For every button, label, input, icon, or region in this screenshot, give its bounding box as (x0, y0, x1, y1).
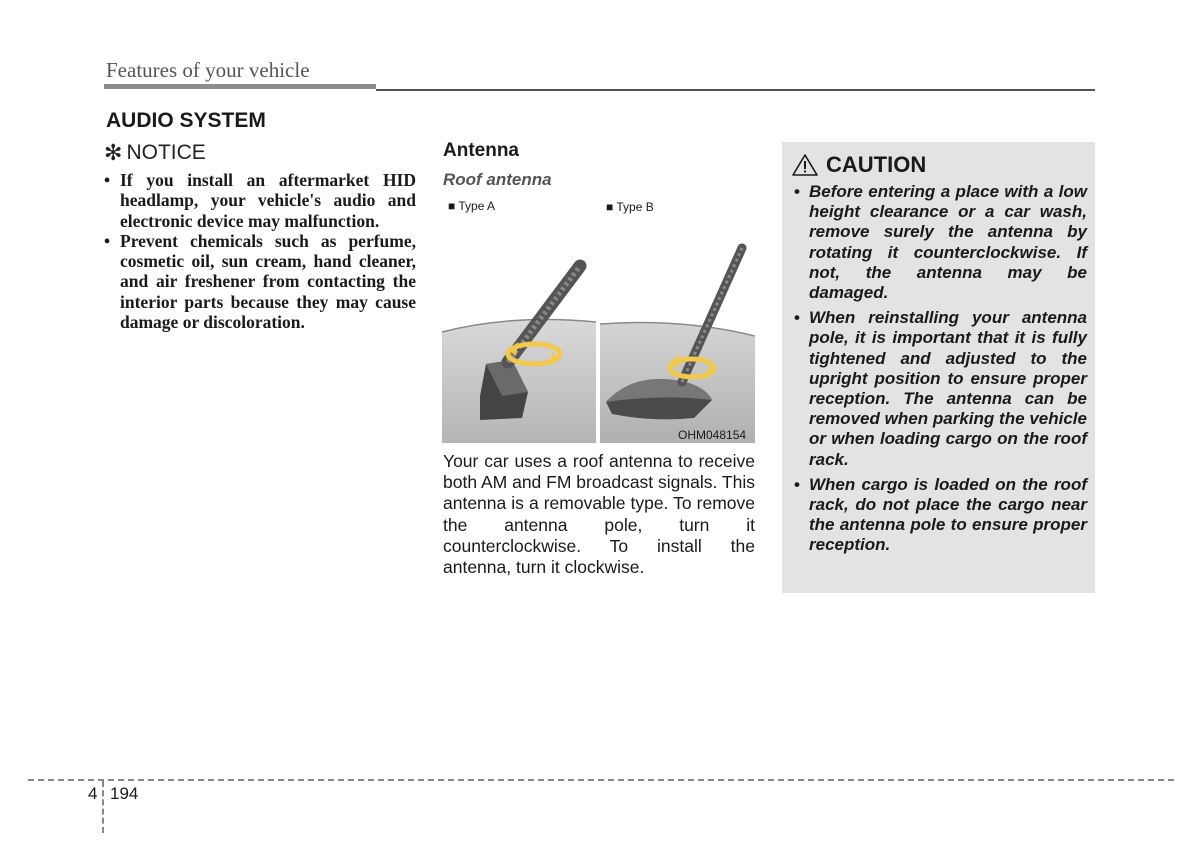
notice-heading-text: NOTICE (126, 141, 206, 164)
footer-vertical-rule (102, 781, 104, 833)
antenna-illustration (442, 196, 755, 443)
caution-item: • When cargo is loaded on the roof rack, do not place the cargo near the antenna pole to ensure proper reception. (792, 475, 1087, 556)
notice-list (104, 170, 416, 332)
antenna-subheading: Roof antenna (443, 170, 552, 189)
antenna-body-text: Your car uses a roof antenna to receive both AM and FM broadcast signals. This antenna is a removable type. To remove the antenna pole, turn it counterclockwise. To install the antenna, turn it clockwise. (443, 451, 755, 578)
caution-heading (792, 152, 1087, 178)
notice-item: • Prevent chemicals such as perfume, cosmetic oil, sun cream, hand cleaner, and air freshener from contacting the interior parts because they may cause damage or discoloration. (104, 231, 416, 332)
chapter-number: 4 (88, 784, 98, 803)
notice-block (104, 140, 416, 332)
header-rule-thin (376, 89, 1095, 91)
caution-box (782, 142, 1095, 593)
figure-code: OHM048154 (678, 428, 747, 442)
section-title: AUDIO SYSTEM (106, 109, 266, 132)
notice-star-icon: ✻ (104, 140, 123, 165)
warning-triangle-icon (792, 154, 818, 176)
notice-heading (104, 140, 416, 166)
caution-item: • When reinstalling your antenna pole, it is important that it is fully tightened and adjusted to the upright position to ensure proper reception. The antenna can be removed when parking the vehicle or when loading cargo on the roof rack. (792, 308, 1087, 470)
notice-item: • If you install an aftermarket HID headlamp, your vehicle's audio and electronic device may malfunction. (104, 170, 416, 231)
header-rule-thick (104, 84, 376, 89)
caution-heading-text: CAUTION (826, 152, 927, 177)
footer-rule (28, 779, 1174, 781)
antenna-heading: Antenna (443, 140, 519, 161)
running-header: Features of your vehicle (106, 58, 310, 82)
caution-list (792, 182, 1087, 556)
page-number: 194 (110, 784, 139, 803)
type-a-label: ■ Type A (448, 199, 496, 213)
antenna-figure (442, 196, 755, 443)
caution-item: • Before entering a place with a low height clearance or a car wash, remove surely the antenna by rotating it counterclockwise. If not, the antenna may be damaged. (792, 182, 1087, 303)
type-b-label: ■ Type B (606, 200, 654, 214)
